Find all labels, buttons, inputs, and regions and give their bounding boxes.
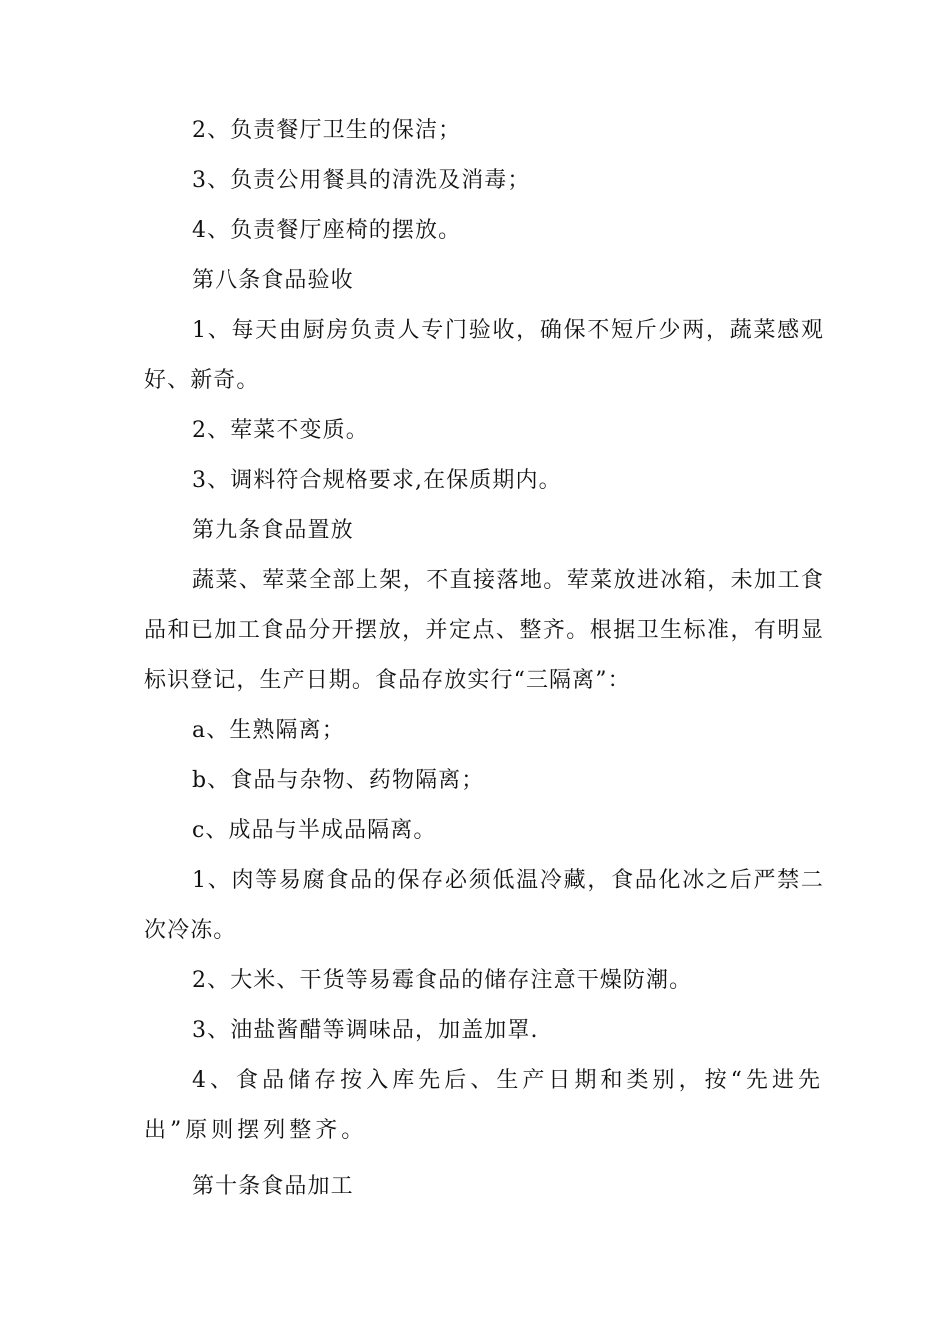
paragraph-duty-3: 3、负责公用餐具的清洗及消毒； <box>192 168 531 193</box>
paragraph-inspection-2: 2、荤菜不变质。 <box>192 418 369 443</box>
paragraph-storage-4: 4、食品储存按入库先后、生产日期和类别，按“先进先出”原则摆列整齐。 <box>144 1068 824 1143</box>
paragraph-storage-2: 2、大米、干货等易霉食品的储存注意干燥防潮。 <box>192 968 693 993</box>
section-heading-article-9: 第九条食品置放 <box>192 518 354 543</box>
paragraph-separation-b: b、食品与杂物、药物隔离； <box>192 768 485 793</box>
paragraph-duty-4: 4、负责餐厅座椅的摆放。 <box>192 218 462 243</box>
document-body <box>144 106 824 1212</box>
paragraph-storage-1: 1、肉等易腐食品的保存必须低温冷藏，食品化冰之后严禁二次冷冻。 <box>144 868 824 943</box>
section-heading-article-10: 第十条食品加工 <box>192 1174 354 1199</box>
paragraph-separation-c: c、成品与半成品隔离。 <box>192 818 437 843</box>
paragraph-separation-a: a、生熟隔离； <box>192 718 345 743</box>
paragraph-inspection-1: 1、每天由厨房负责人专门验收，确保不短斤少两，蔬菜感观好、新奇。 <box>144 318 824 393</box>
section-heading-article-8: 第八条食品验收 <box>192 268 354 293</box>
paragraph-storage-intro: 蔬菜、荤菜全部上架，不直接落地。荤菜放进冰箱，未加工食品和已加工食品分开摆放，并定点、整齐。根据卫生标准，有明显标识登记，生产日期。食品存放实行“三隔离”： <box>144 568 824 693</box>
paragraph-inspection-3: 3、调料符合规格要求,在保质期内。 <box>192 468 562 493</box>
paragraph-duty-2: 2、负责餐厅卫生的保洁； <box>192 118 462 143</box>
paragraph-storage-3: 3、油盐酱醋等调味品，加盖加罩. <box>192 1018 539 1043</box>
